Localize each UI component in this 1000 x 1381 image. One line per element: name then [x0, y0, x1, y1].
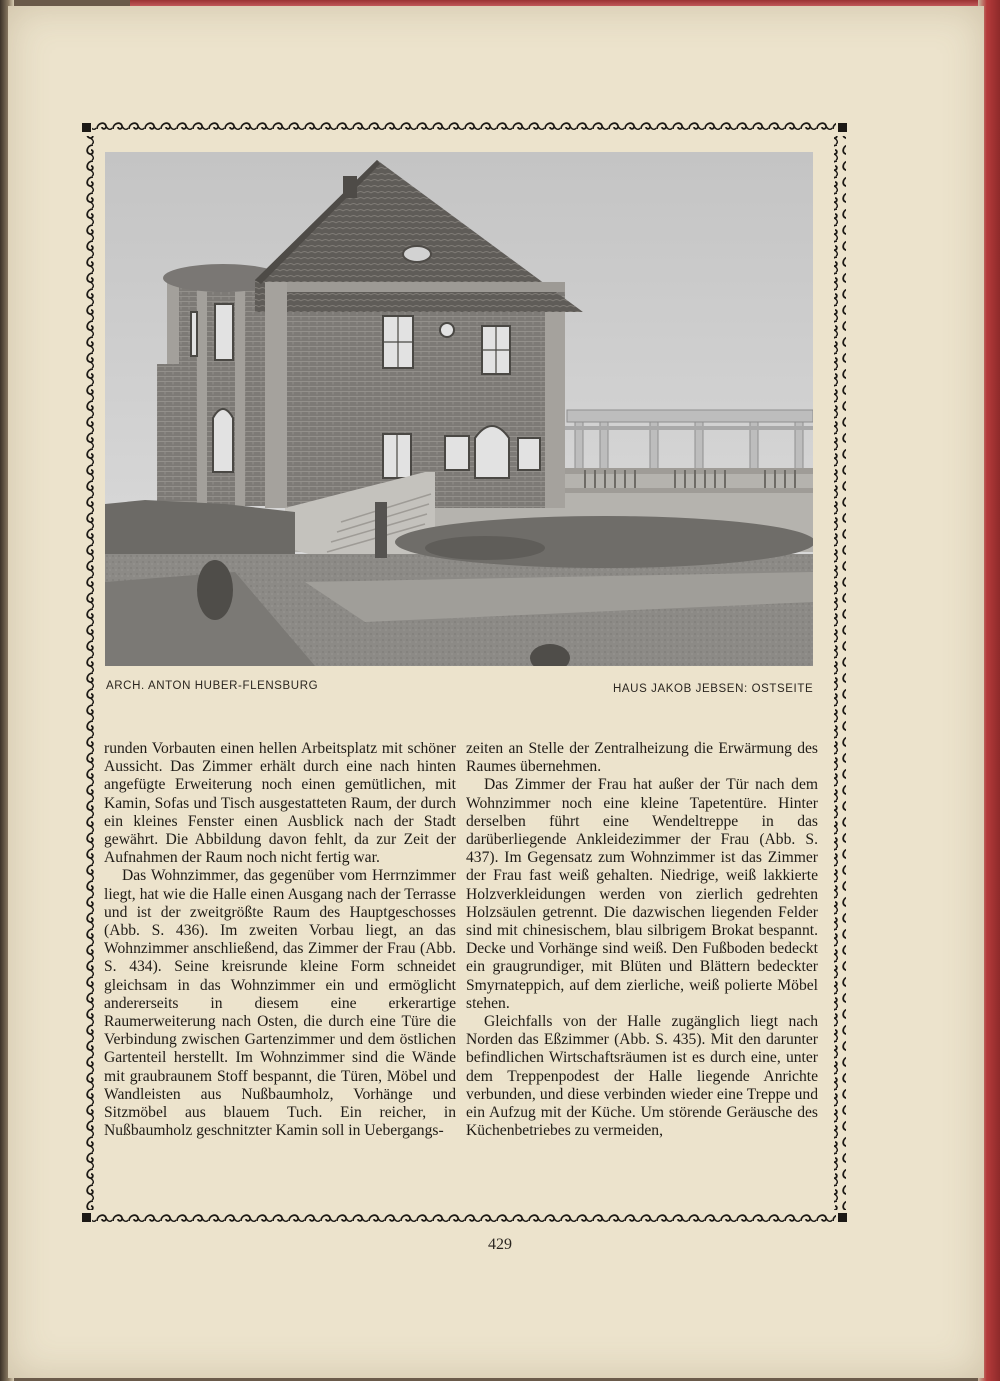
house-photograph: [105, 152, 813, 666]
paragraph: Das Wohnzimmer, das gegenüber vom Herrnzimmer liegt, hat wie die Halle einen Ausgang nach der Terrasse und ist der zweitgrößte Raum des Hauptgeschosses (Abb. S. 436). Im zweiten Vorbau liegt, an das Wohnzimmer anschließend, das Zimmer der Frau (Abb. S. 434). Seine kreisrunde kleine Form schneidet gleichsam in das Wohnzimmer ein und ermöglicht andererseits in diesem eine erkerartige Raumerweiterung nach Osten, die durch eine Türe die Verbindung zwischen Gartenzimmer und dem östlichen Gartenteil herstellt. Im Wohnzimmer sind die Wände mit graubraunem Stoff bespannt, die Türen, Möbel und Wandleisten aus Nußbaumholz, Vorhänge und Sitzmöbel aus blauem Tuch. Ein reicher, in Nußbaumholz geschnitzter Kamin soll in Uebergangs-: [104, 867, 456, 1140]
figure-caption-title: HAUS JAKOB JEBSEN: OSTSEITE: [613, 683, 814, 695]
paragraph: Gleichfalls von der Halle zugänglich liegt nach Norden das Eßzimmer (Abb. S. 435). Mit den darunter befindlichen Wirtschaftsräumen ist es durch eine, unter dem Treppenpodest der Halle liegende Anrichte verbunden, und diese verbinden wieder eine Treppe und ein Aufzug mit der Küche. Um störende Geräusche des Küchenbetriebes zu vermeiden,: [466, 1013, 818, 1140]
text-column-right: [466, 740, 818, 1140]
paragraph: runden Vorbauten einen hellen Arbeitsplatz mit schöner Aussicht. Das Zimmer erhält durch eine nach hinten angefügte Erweiterung noch einen gemütlichen, mit Kamin, Sofas und Tisch ausgestatteten Raum, der durch ein kleines Fenster einen Ausblick nach der Stadt gewährt. Die Abbildung davon fehlt, da zur Zeit der Aufnahmen der Raum noch nicht fertig war.: [104, 740, 456, 867]
figure-caption-architect: ARCH. ANTON HUBER-FLENSBURG: [106, 680, 319, 692]
page-number: 429: [488, 1236, 512, 1253]
text-column-left: [104, 740, 456, 1140]
paragraph: zeiten an Stelle der Zentralheizung die Erwärmung des Raumes übernehmen.: [466, 740, 818, 776]
paragraph: Das Zimmer der Frau hat außer der Tür nach dem Wohnzimmer noch eine kleine Tapetentüre. Hinter derselben führt eine Wendeltreppe in das darüberliegende Ankleidezimmer der Frau (Abb. S. 437). Im Gegensatz zum Wohnzimmer ist das Zimmer der Frau fast weiß gehalten. Niedrige, weiß lakkierte Holzverkleidungen werden von zierlich gedrehten Holzsäulen getrennt. Die dazwischen liegenden Felder sind mit chinesischem, blau silbrigem Brokat bespannt. Decke und Vorhänge sind weiß. Den Fußboden bedeckt ein graugrundiger, mit Blüten und Blättern bedeckter Smyrnateppich, auf dem zierliche, weiß polierte Möbel stehen.: [466, 776, 818, 1012]
